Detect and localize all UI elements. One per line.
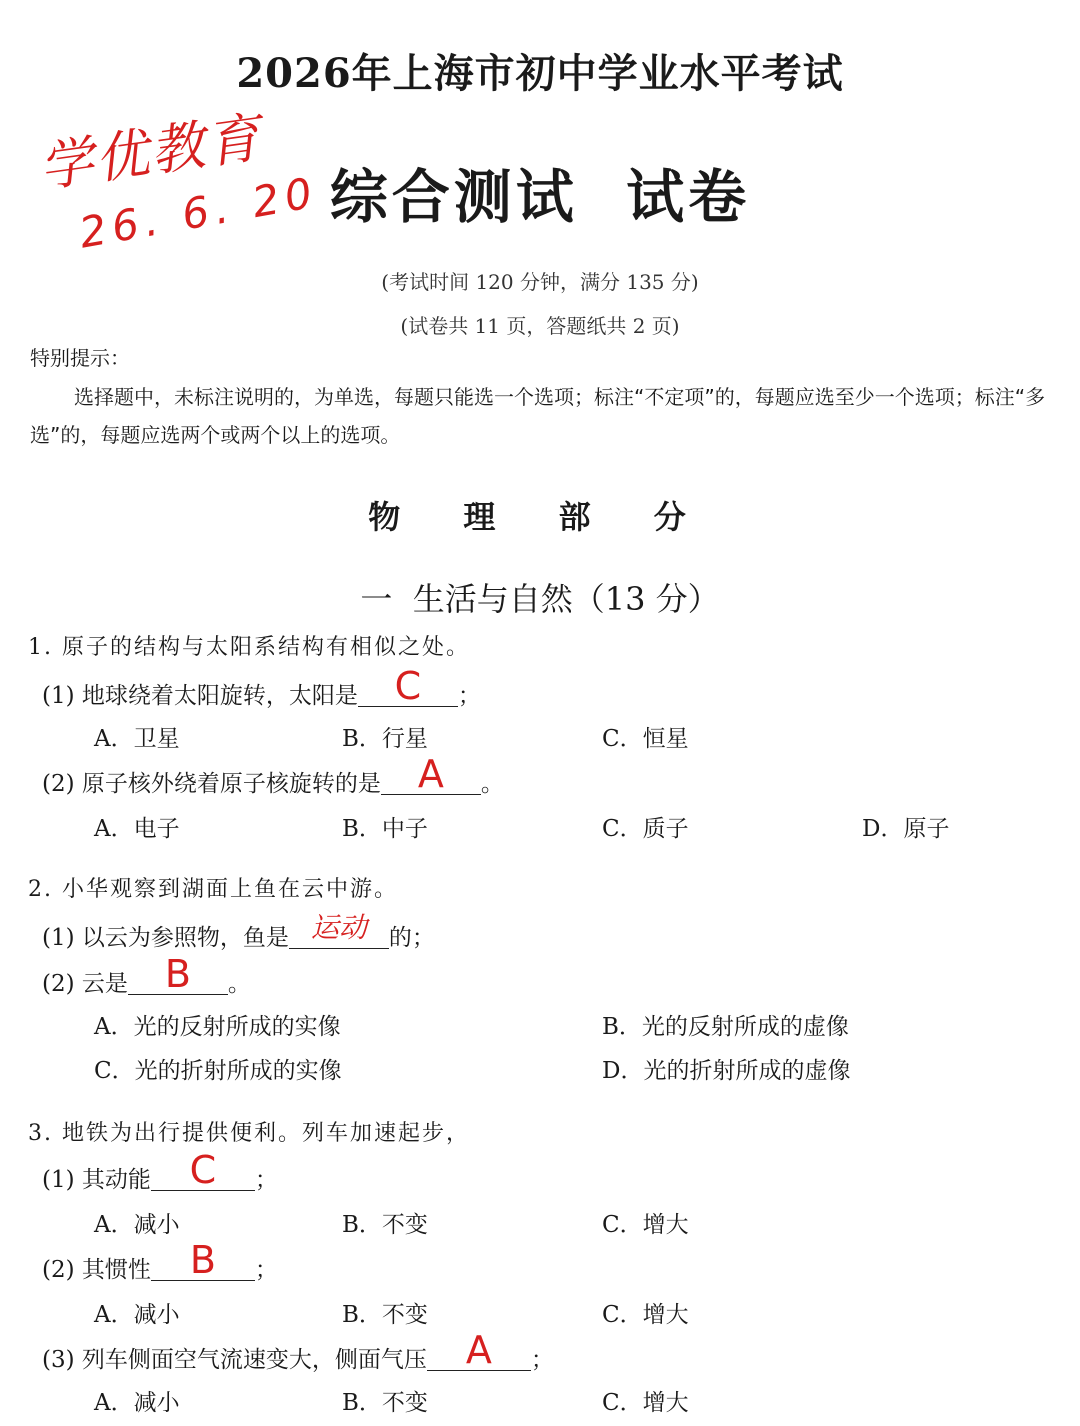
option: C．光的折射所成的实像 bbox=[94, 1058, 342, 1084]
sub-question-text: (2) 其惯性 bbox=[42, 1257, 151, 1283]
sub-question bbox=[42, 664, 481, 710]
answer-blank bbox=[151, 1148, 255, 1192]
option: C．恒星 bbox=[602, 726, 689, 752]
option: B．光的反射所成的虚像 bbox=[602, 1014, 849, 1040]
section-title: 物 理 部 分 bbox=[368, 498, 712, 536]
exam-title: 2026年上海市初中学业水平考试 bbox=[236, 50, 844, 97]
handwritten-answer: B bbox=[189, 1238, 216, 1282]
sub-question-text: (1) 地球绕着太阳旋转，太阳是 bbox=[42, 683, 358, 709]
option: A．电子 bbox=[94, 816, 180, 842]
handwritten-answer: A bbox=[465, 1328, 492, 1372]
handwritten-answer: A bbox=[417, 752, 444, 796]
option: A．减小 bbox=[94, 1212, 180, 1238]
sub-question-text: (2) 云是 bbox=[42, 971, 128, 997]
sub-question bbox=[42, 1238, 278, 1284]
answer-blank bbox=[128, 952, 228, 996]
page-count-info: (试卷共 11 页，答题纸共 2 页) bbox=[400, 314, 680, 338]
handwritten-answer: 运动 bbox=[310, 911, 367, 944]
question-stem: 1. 原子的结构与太阳系结构有相似之处。 bbox=[28, 635, 470, 660]
sub-question-text: (2) 原子核外绕着原子核旋转的是 bbox=[42, 771, 381, 797]
sub-question bbox=[42, 952, 251, 998]
sub-question-end: 的； bbox=[388, 925, 435, 951]
option: C．增大 bbox=[602, 1302, 689, 1328]
option: B．中子 bbox=[342, 816, 428, 842]
answer-blank bbox=[381, 752, 481, 796]
sub-question-text: (1) 其动能 bbox=[42, 1167, 151, 1193]
option: A．光的反射所成的实像 bbox=[94, 1014, 341, 1040]
handwritten-stamp: 学优教育 bbox=[35, 105, 266, 200]
question-stem: 2. 小华观察到湖面上鱼在云中游。 bbox=[28, 877, 398, 902]
sub-question-end: 。 bbox=[480, 771, 504, 797]
sub-question-end: ； bbox=[254, 1167, 278, 1193]
notice-label: 特别提示： bbox=[30, 346, 130, 370]
option: C．增大 bbox=[602, 1390, 689, 1416]
sub-question-text: (3) 列车侧面空气流速变大，侧面气压 bbox=[42, 1347, 427, 1373]
option: C．质子 bbox=[602, 816, 689, 842]
handwritten-answer: C bbox=[394, 664, 422, 708]
handwritten-date: 26. 6. 20 bbox=[75, 167, 322, 258]
option: B．不变 bbox=[342, 1302, 428, 1328]
option: A．卫星 bbox=[94, 726, 180, 752]
option: C．增大 bbox=[602, 1212, 689, 1238]
sub-question bbox=[42, 1328, 554, 1374]
option: D．原子 bbox=[862, 816, 950, 842]
answer-blank bbox=[427, 1328, 531, 1372]
notice-body: 选择题中，未标注说明的，为单选，每题只能选一个选项；标注“不定项”的，每题应选至少一个选项；标注“多选”的，每题应选两个或两个以上的选项。 bbox=[30, 385, 1046, 447]
answer-blank bbox=[151, 1238, 255, 1282]
sub-question-end: 。 bbox=[227, 971, 251, 997]
option: A．减小 bbox=[94, 1390, 180, 1416]
option: B．不变 bbox=[342, 1212, 428, 1238]
option: B．不变 bbox=[342, 1390, 428, 1416]
sub-question bbox=[42, 1148, 278, 1194]
answer-blank bbox=[289, 911, 389, 949]
option: B．行星 bbox=[342, 726, 428, 752]
question-stem: 3. 地铁为出行提供便利。列车加速起步， bbox=[28, 1121, 470, 1146]
handwritten-answer: B bbox=[164, 952, 191, 996]
sub-question-end: ； bbox=[457, 683, 481, 709]
exam-time-info: (考试时间 120 分钟，满分 135 分) bbox=[381, 270, 699, 294]
sub-question-text: (1) 以云为参照物，鱼是 bbox=[42, 925, 289, 951]
sub-question-end: ； bbox=[530, 1347, 554, 1373]
part-title: 一 生活与自然（13 分） bbox=[360, 580, 720, 618]
answer-blank bbox=[358, 664, 458, 708]
sub-question bbox=[42, 911, 435, 952]
sub-question-end: ； bbox=[254, 1257, 278, 1283]
paper-subtitle: 综合测试 试卷 bbox=[329, 163, 751, 231]
option: A．减小 bbox=[94, 1302, 180, 1328]
sub-question bbox=[42, 752, 504, 798]
option: D．光的折射所成的虚像 bbox=[602, 1058, 851, 1084]
handwritten-answer: C bbox=[189, 1148, 217, 1192]
